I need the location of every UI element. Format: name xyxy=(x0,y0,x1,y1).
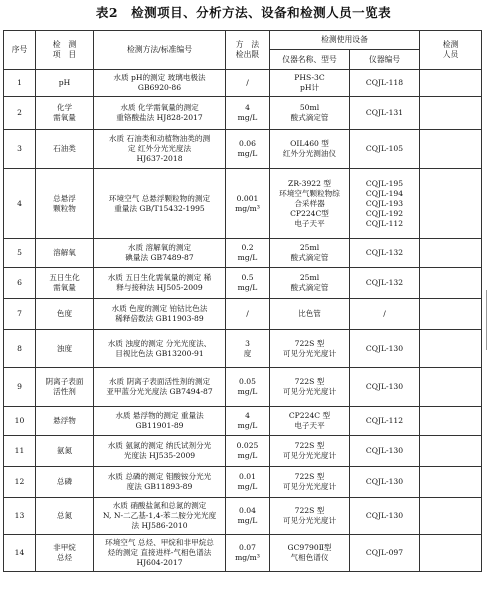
row-seq: 11 xyxy=(4,436,36,467)
row-equipment-code: CQJL-130 xyxy=(350,498,420,535)
row-item: 阴离子表面 活性剂 xyxy=(36,368,94,407)
header-seq: 序号 xyxy=(4,31,36,70)
row-limit: 0.07 mg/m³ xyxy=(226,535,270,572)
row-seq: 14 xyxy=(4,535,36,572)
row-method: 环境空气 总悬浮颗粒物的测定 重量法 GB/T15432-1995 xyxy=(94,169,226,239)
table-row xyxy=(4,299,482,330)
row-limit: / xyxy=(226,299,270,330)
table-row xyxy=(4,498,482,535)
row-item: 化学 需氧量 xyxy=(36,97,94,130)
table-row xyxy=(4,169,482,239)
row-item: 总磷 xyxy=(36,467,94,498)
row-limit: 0.06 mg/L xyxy=(226,130,270,169)
row-item: 氨氮 xyxy=(36,436,94,467)
row-person xyxy=(420,535,482,572)
row-equipment-code: CQJL-097 xyxy=(350,535,420,572)
table-row xyxy=(4,70,482,97)
row-limit: 3 度 xyxy=(226,330,270,368)
row-seq: 1 xyxy=(4,70,36,97)
row-limit: 4 mg/L xyxy=(226,407,270,436)
row-equipment: CP224C 型 电子天平 xyxy=(270,407,350,436)
row-equipment: 722S 型 可见分光光度计 xyxy=(270,330,350,368)
header-equip-code: 仪器编号 xyxy=(350,50,420,70)
row-item: 总氮 xyxy=(36,498,94,535)
row-seq: 7 xyxy=(4,299,36,330)
row-person xyxy=(420,97,482,130)
row-person xyxy=(420,330,482,368)
row-equipment-code: CQJL-118 xyxy=(350,70,420,97)
row-equipment-code: CQJL-131 xyxy=(350,97,420,130)
row-method: 水质 pH的测定 玻璃电极法 GB6920-86 xyxy=(94,70,226,97)
header-person: 检测 人员 xyxy=(420,31,482,70)
row-equipment-code: / xyxy=(350,299,420,330)
row-limit: 0.04 mg/L xyxy=(226,498,270,535)
row-seq: 4 xyxy=(4,169,36,239)
row-limit: 0.025 mg/L xyxy=(226,436,270,467)
row-equipment-code: CQJL-132 xyxy=(350,239,420,268)
row-limit: 0.05 mg/L xyxy=(226,368,270,407)
table-row xyxy=(4,535,482,572)
row-item: 溶解氧 xyxy=(36,239,94,268)
header-equip-name: 仪器名称、型号 xyxy=(270,50,350,70)
row-person xyxy=(420,299,482,330)
row-item: 色度 xyxy=(36,299,94,330)
row-seq: 6 xyxy=(4,268,36,299)
row-equipment-code: CQJL-112 xyxy=(350,407,420,436)
header-equipment: 检测使用设备 xyxy=(270,31,420,50)
row-person xyxy=(420,407,482,436)
row-equipment: ZR-3922 型 环境空气颗粒物综 合采样器 CP224C型 电子天平 xyxy=(270,169,350,239)
table-row xyxy=(4,436,482,467)
table-row xyxy=(4,368,482,407)
row-method: 水质 石油类和动植物油类的测 定 红外分光光度法 HJ637-2018 xyxy=(94,130,226,169)
row-limit: 0.001 mg/m³ xyxy=(226,169,270,239)
row-method: 水质 氨氮的测定 纳氏试剂分光 光度法 HJ535-2009 xyxy=(94,436,226,467)
row-person xyxy=(420,268,482,299)
row-person xyxy=(420,239,482,268)
row-equipment-code: CQJL-130 xyxy=(350,330,420,368)
row-limit: 0.2 mg/L xyxy=(226,239,270,268)
row-seq: 8 xyxy=(4,330,36,368)
row-person xyxy=(420,368,482,407)
header-method: 检测方法/标准编号 xyxy=(94,31,226,70)
row-person xyxy=(420,467,482,498)
row-equipment: 722S 型 可见分光光度计 xyxy=(270,368,350,407)
row-equipment: OIL460 型 红外分光测油仪 xyxy=(270,130,350,169)
row-method: 水质 硝酸盐氮和总氮的测定 N, N-二乙基-1,4-苯二胺分光光度 法 HJ586-2010 xyxy=(94,498,226,535)
row-method: 水质 浊度的测定 分光光度法、 目视比色法 GB13200-91 xyxy=(94,330,226,368)
row-equipment: 50ml 酸式滴定管 xyxy=(270,97,350,130)
row-item: 非甲烷 总烃 xyxy=(36,535,94,572)
row-equipment-code: CQJL-195 CQJL-194 CQJL-193 CQJL-192 CQJL-112 xyxy=(350,169,420,239)
table-caption: 表2 检测项目、分析方法、设备和检测人员一览表 xyxy=(95,5,392,20)
row-equipment-code: CQJL-130 xyxy=(350,436,420,467)
row-person xyxy=(420,498,482,535)
table-row xyxy=(4,130,482,169)
row-limit: 4 mg/L xyxy=(226,97,270,130)
row-seq: 10 xyxy=(4,407,36,436)
row-person xyxy=(420,436,482,467)
row-item: 浊度 xyxy=(36,330,94,368)
row-method: 水质 阴离子表面活性剂的测定 亚甲蓝分光光度法 GB7494-87 xyxy=(94,368,226,407)
row-item: 石油类 xyxy=(36,130,94,169)
row-seq: 5 xyxy=(4,239,36,268)
row-method: 水质 五日生化需氧量的测定 稀 释与接种法 HJ505-2009 xyxy=(94,268,226,299)
row-seq: 12 xyxy=(4,467,36,498)
row-equipment: 25ml 酸式滴定管 xyxy=(270,239,350,268)
row-method: 水质 化学需氧量的测定 重铬酸盐法 HJ828-2017 xyxy=(94,97,226,130)
row-equipment: 722S 型 可见分光光度计 xyxy=(270,436,350,467)
table-row xyxy=(4,407,482,436)
row-equipment: 722S 型 可见分光光度计 xyxy=(270,498,350,535)
row-method: 水质 总磷的测定 钼酸铵分光光 度法 GB11893-89 xyxy=(94,467,226,498)
row-equipment-code: CQJL-132 xyxy=(350,268,420,299)
row-item: 悬浮物 xyxy=(36,407,94,436)
row-method: 环境空气 总烃、甲烷和非甲烷总 烃的测定 直接进样-气相色谱法 HJ604-2017 xyxy=(94,535,226,572)
row-limit: 0.5 mg/L xyxy=(226,268,270,299)
header-item: 检 测 项 目 xyxy=(36,31,94,70)
row-equipment-code: CQJL-130 xyxy=(350,368,420,407)
table-row xyxy=(4,239,482,268)
row-item: 五日生化 需氧量 xyxy=(36,268,94,299)
row-seq: 2 xyxy=(4,97,36,130)
row-item: pH xyxy=(36,70,94,97)
row-equipment-code: CQJL-105 xyxy=(350,130,420,169)
row-equipment: 25ml 酸式滴定管 xyxy=(270,268,350,299)
row-item: 总悬浮 颗粒物 xyxy=(36,169,94,239)
row-seq: 13 xyxy=(4,498,36,535)
table-row xyxy=(4,467,482,498)
row-equipment: 比色管 xyxy=(270,299,350,330)
table-row xyxy=(4,330,482,368)
row-equipment: PHS-3C pH计 xyxy=(270,70,350,97)
inspection-table xyxy=(3,30,482,572)
row-method: 水质 色度的测定 铂钴比色法 稀释倍数法 GB11903-89 xyxy=(94,299,226,330)
row-person xyxy=(420,130,482,169)
row-seq: 9 xyxy=(4,368,36,407)
row-equipment: 722S 型 可见分光光度计 xyxy=(270,467,350,498)
row-person xyxy=(420,70,482,97)
row-limit: 0.01 mg/L xyxy=(226,467,270,498)
row-equipment-code: CQJL-130 xyxy=(350,467,420,498)
row-limit: / xyxy=(226,70,270,97)
row-seq: 3 xyxy=(4,130,36,169)
row-equipment: GC9790Ⅱ型 气相色谱仪 xyxy=(270,535,350,572)
header-limit: 方 法 检出限 xyxy=(226,31,270,70)
row-person xyxy=(420,169,482,239)
row-method: 水质 溶解氧的测定 碘量法 GB7489-87 xyxy=(94,239,226,268)
table-row xyxy=(4,97,482,130)
table-row xyxy=(4,268,482,299)
row-method: 水质 悬浮物的测定 重量法 GB11901-89 xyxy=(94,407,226,436)
